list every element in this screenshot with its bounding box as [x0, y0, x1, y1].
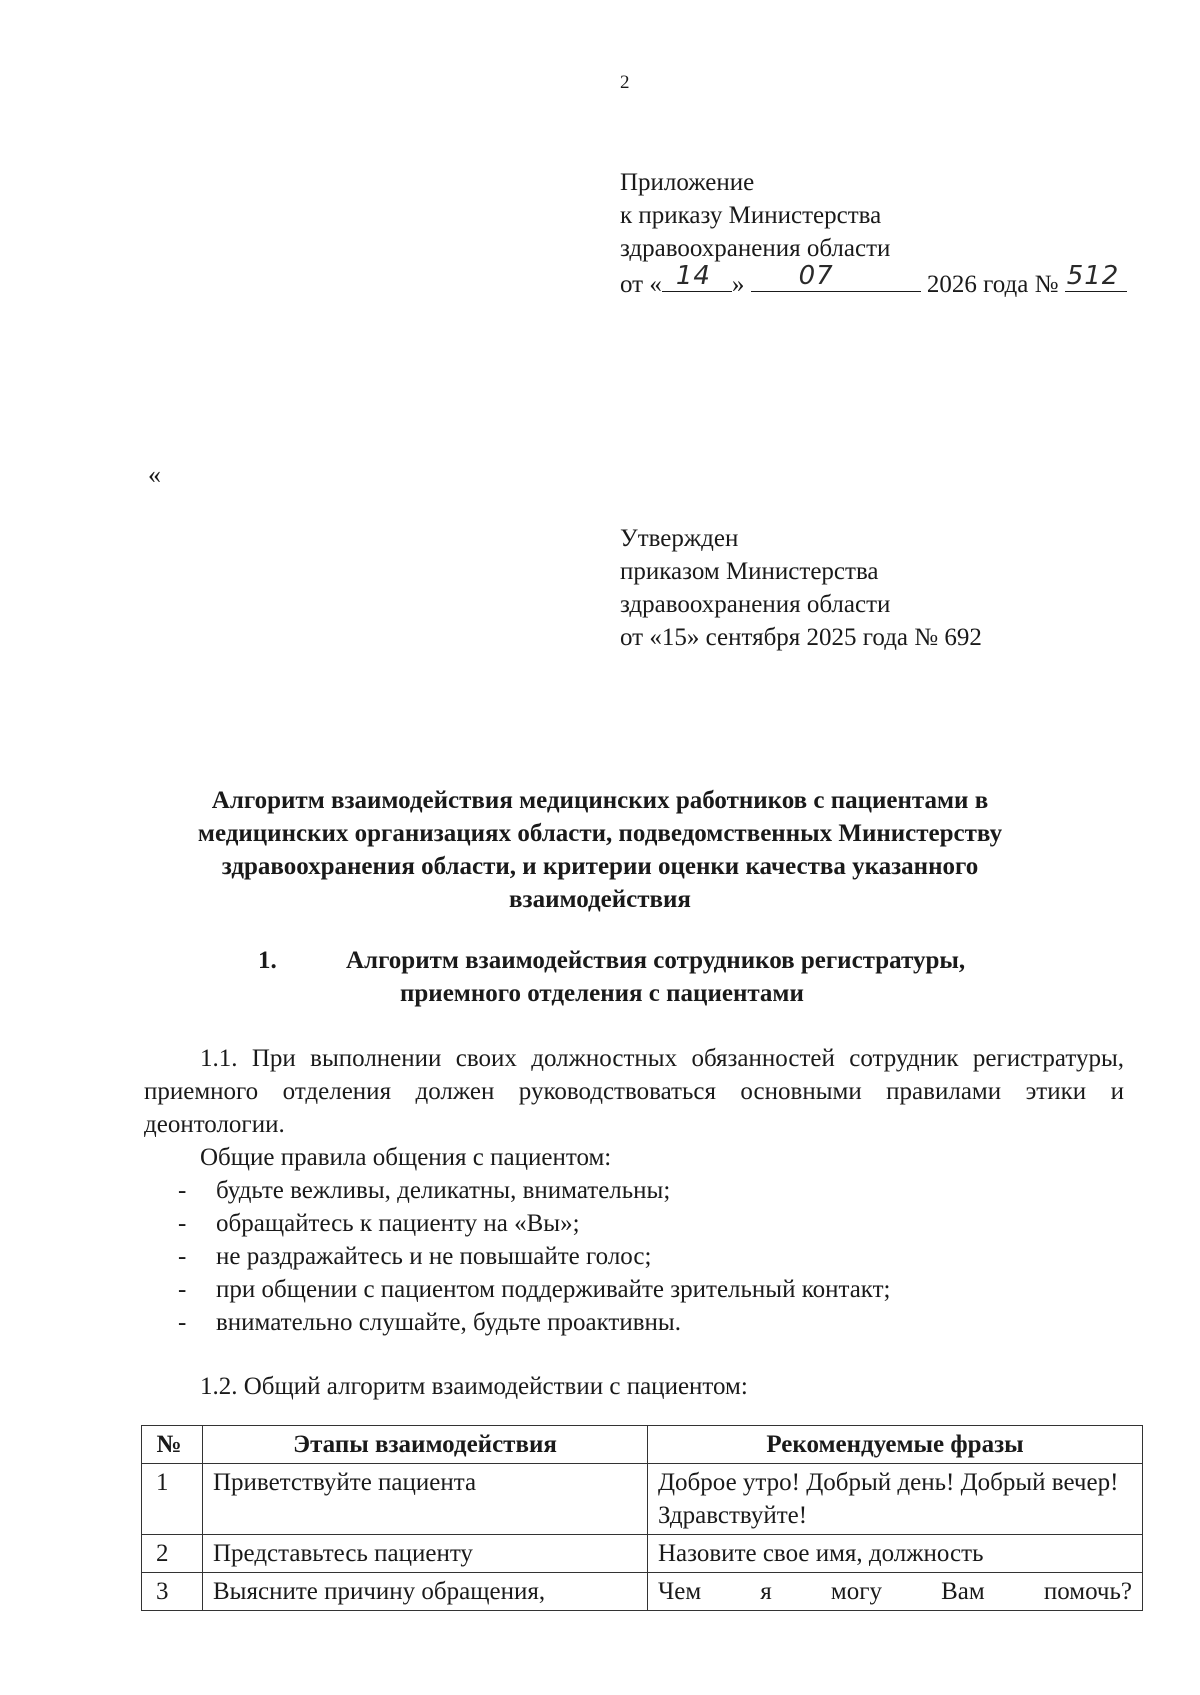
list-item	[178, 1273, 891, 1306]
bullet-dash: -	[178, 1309, 187, 1336]
approved-line-4: от «15» сентября 2025 года № 692	[620, 624, 982, 651]
list-item	[178, 1306, 891, 1339]
bullet-dash: -	[178, 1243, 187, 1270]
annex-header	[620, 166, 1127, 301]
date-prefix: от «	[620, 271, 662, 298]
row-phrase: Назовите свое имя, должность	[648, 1535, 1143, 1573]
bullet-dash: -	[178, 1210, 187, 1237]
row-phrase: Чем я могу Вам помочь?	[648, 1573, 1143, 1611]
annex-date-line	[620, 261, 1127, 301]
bullet-dash: -	[178, 1177, 187, 1204]
table-header-row	[142, 1426, 1143, 1464]
section-title-line-2: приемного отделения с пациентами	[400, 980, 804, 1007]
page-number: 2	[620, 72, 630, 93]
steps-table	[141, 1425, 1143, 1611]
table-row	[142, 1464, 1143, 1535]
header-stages: Этапы взаимодействия	[203, 1426, 648, 1464]
row-phrase: Доброе утро! Добрый день! Добрый вечер! Здравствуйте!	[648, 1464, 1143, 1535]
rule-text: при общении с пациентом поддерживайте зрительный контакт;	[216, 1276, 891, 1303]
document-title: Алгоритм взаимодействия медицинских работников с пациентами в медицинских организациях области, подведомственных Министерству здравоохранения области, и критерии оценки качества указанного взаимодействия	[197, 787, 1003, 913]
algorithm-intro: 1.2. Общий алгоритм взаимодействии с пациентом:	[200, 1373, 748, 1400]
row-stage: Представьтесь пациенту	[203, 1535, 648, 1573]
paragraph-1-1-text: 1.1. При выполнении своих должностных обязанностей сотрудник регистратуры, приемного отделения должен руководствоваться основными правилами этики и деонтологии.	[144, 1045, 1124, 1138]
table-row	[142, 1535, 1143, 1573]
row-stage: Выясните причину обращения,	[203, 1573, 648, 1611]
year-text: 2026 года №	[926, 271, 1059, 298]
annex-line-1: Приложение	[620, 169, 755, 196]
rules-intro: Общие правила общения с пациентом:	[200, 1144, 612, 1171]
rule-text: внимательно слушайте, будьте проактивны.	[216, 1309, 681, 1336]
header-number: №	[142, 1426, 203, 1464]
month-field	[751, 261, 921, 292]
opening-quote: «	[148, 460, 161, 489]
handwritten-month: 07	[798, 261, 834, 291]
approved-header	[620, 522, 982, 654]
rule-text: не раздражайтесь и не повышайте голос;	[216, 1243, 652, 1270]
handwritten-day: 14	[675, 261, 711, 291]
approved-line-1: Утвержден	[620, 525, 739, 552]
paragraph-1-1	[144, 1042, 1124, 1141]
rule-text: обращайтесь к пациенту на «Вы»;	[216, 1210, 580, 1237]
header-phrases: Рекомендуемые фразы	[648, 1426, 1143, 1464]
approved-line-2: приказом Министерства	[620, 558, 879, 585]
annex-line-2: к приказу Министерства	[620, 202, 882, 229]
row-number: 1	[142, 1464, 203, 1535]
annex-line-3: здравоохранения области	[620, 235, 891, 262]
day-suffix: »	[731, 271, 745, 298]
approved-line-3: здравоохранения области	[620, 591, 891, 618]
section-number: 1.	[258, 947, 277, 974]
day-field	[662, 261, 732, 292]
rule-text: будьте вежливы, деликатны, внимательны;	[216, 1177, 671, 1204]
row-stage: Приветствуйте пациента	[203, 1464, 648, 1535]
row-number: 3	[142, 1573, 203, 1611]
handwritten-number: 512	[1066, 261, 1120, 291]
list-item	[178, 1207, 891, 1240]
bullet-dash: -	[178, 1276, 187, 1303]
rules-list	[178, 1174, 891, 1339]
list-item	[178, 1174, 891, 1207]
number-field	[1065, 261, 1127, 292]
list-item	[178, 1240, 891, 1273]
table-row	[142, 1573, 1143, 1611]
section-title-line-1: Алгоритм взаимодействия сотрудников регистратуры,	[346, 947, 966, 974]
row-number: 2	[142, 1535, 203, 1573]
